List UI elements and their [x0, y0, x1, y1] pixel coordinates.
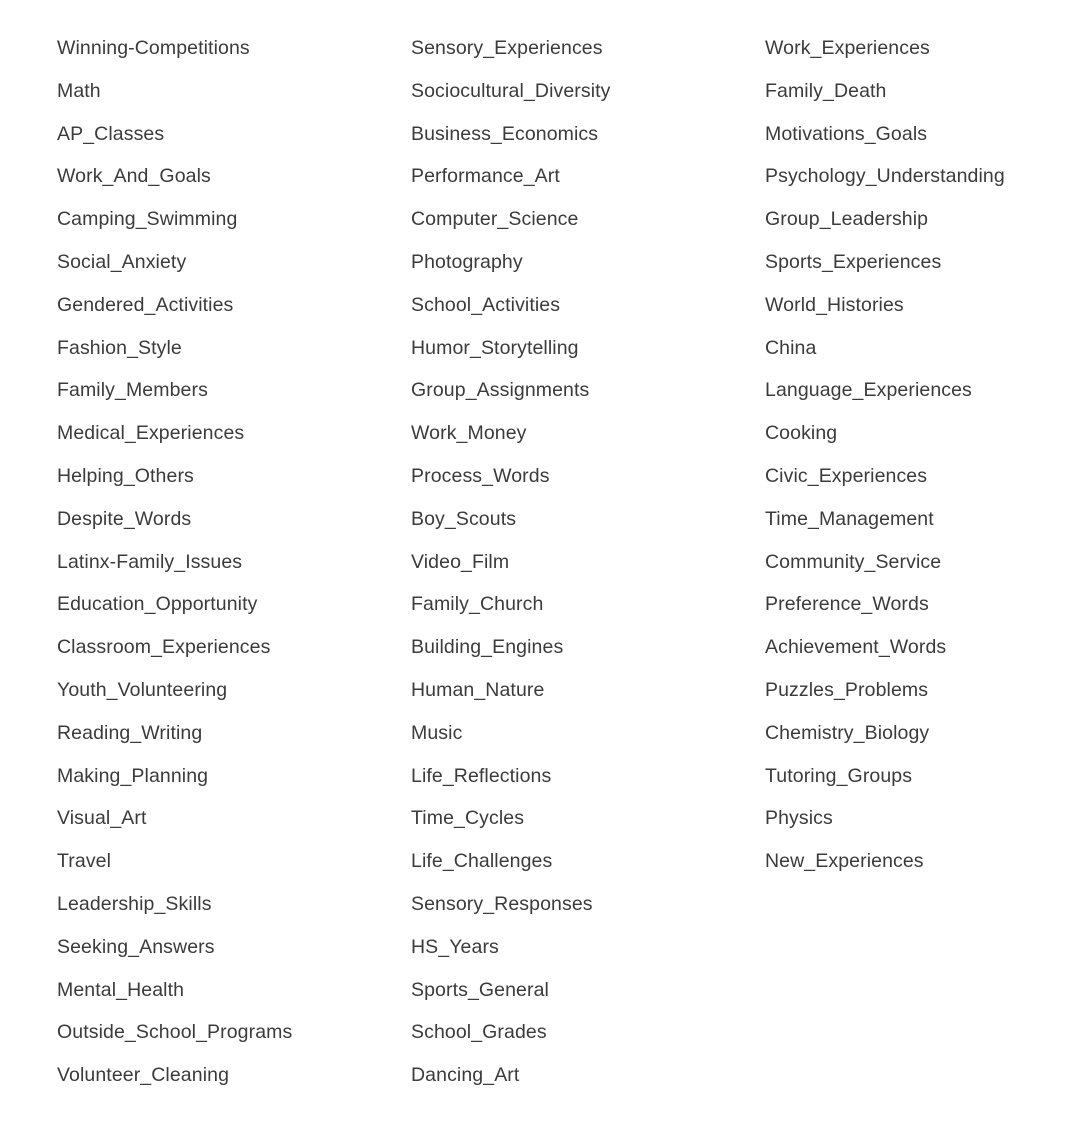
topic-item: Math [57, 79, 101, 102]
topic-item: Business_Economics [411, 122, 599, 145]
topic-item: Latinx-Family_Issues [57, 550, 243, 573]
topic-item: Process_Words [411, 464, 550, 487]
topic-item: Mental_Health [57, 978, 185, 1001]
topic-item: Time_Management [765, 507, 934, 530]
topic-item: New_Experiences [765, 850, 924, 873]
topic-item: Education_Opportunity [57, 593, 258, 616]
topic-item: Family_Members [57, 379, 208, 402]
topic-item: Camping_Swimming [57, 208, 238, 231]
topic-item: Work_Money [411, 422, 527, 445]
topic-item: Time_Cycles [411, 807, 525, 830]
topic-item: Puzzles_Problems [765, 678, 929, 701]
topic-item: Chemistry_Biology [765, 721, 930, 744]
topic-item: Reading_Writing [57, 721, 203, 744]
topic-column-3 [765, 27, 1005, 883]
topic-item: Civic_Experiences [765, 464, 928, 487]
topic-item: Building_Engines [411, 636, 564, 659]
topic-item: Group_Leadership [765, 208, 929, 231]
topic-item: Preference_Words [765, 593, 929, 616]
topic-item: Tutoring_Groups [765, 764, 913, 787]
topic-item: Computer_Science [411, 208, 579, 231]
topic-item: Classroom_Experiences [57, 636, 271, 659]
topic-item: Achievement_Words [765, 636, 947, 659]
topic-item: Psychology_Understanding [765, 165, 1005, 188]
topic-item: Physics [765, 807, 833, 830]
topic-item: School_Activities [411, 293, 561, 316]
topic-item: Sensory_Responses [411, 892, 593, 915]
topic-item: Music [411, 721, 463, 744]
topic-item: Video_Film [411, 550, 510, 573]
topic-item: Family_Church [411, 593, 544, 616]
topic-item: Life_Reflections [411, 764, 552, 787]
topic-item: China [765, 336, 817, 359]
topic-item: Work_And_Goals [57, 165, 211, 188]
topic-item: Travel [57, 850, 112, 873]
topic-item: Life_Challenges [411, 850, 553, 873]
topic-item: School_Grades [411, 1021, 547, 1044]
topic-item: Work_Experiences [765, 37, 930, 59]
topic-item: World_Histories [765, 293, 904, 316]
topic-item: Despite_Words [57, 507, 192, 530]
topic-item: Boy_Scouts [411, 507, 517, 530]
topic-item: AP_Classes [57, 122, 165, 145]
topic-item: Visual_Art [57, 807, 147, 830]
topic-item: Medical_Experiences [57, 422, 245, 445]
topic-column-1 [57, 27, 292, 1097]
topic-item: Language_Experiences [765, 379, 972, 402]
topic-item: Outside_School_Programs [57, 1021, 293, 1044]
topic-item: Volunteer_Cleaning [57, 1064, 230, 1087]
topic-item: Making_Planning [57, 764, 209, 787]
topic-item: Performance_Art [411, 165, 560, 188]
topic-item: Seeking_Answers [57, 935, 215, 958]
topic-item: Gendered_Activities [57, 293, 234, 316]
topic-item: Fashion_Style [57, 336, 182, 359]
topic-column-2 [411, 27, 611, 1097]
topic-item: Social_Anxiety [57, 250, 187, 273]
topic-item: Humor_Storytelling [411, 336, 579, 359]
topic-item: Youth_Volunteering [57, 678, 228, 701]
topic-item: Cooking [765, 422, 838, 445]
topic-item: Human_Nature [411, 678, 545, 701]
topic-item: Dancing_Art [411, 1064, 520, 1087]
topic-item: Sports_Experiences [765, 250, 942, 273]
topic-item: HS_Years [411, 935, 499, 958]
topic-item: Group_Assignments [411, 379, 590, 402]
topic-item: Leadership_Skills [57, 892, 212, 915]
topic-item: Family_Death [765, 79, 887, 102]
topic-item: Sensory_Experiences [411, 37, 603, 59]
topic-item: Sports_General [411, 978, 549, 1001]
topic-item: Sociocultural_Diversity [411, 79, 611, 102]
topic-item: Helping_Others [57, 464, 194, 487]
topic-item: Winning-Competitions [57, 37, 250, 59]
topic-item: Motivations_Goals [765, 122, 928, 145]
topic-item: Community_Service [765, 550, 942, 573]
topic-item: Photography [411, 250, 523, 273]
